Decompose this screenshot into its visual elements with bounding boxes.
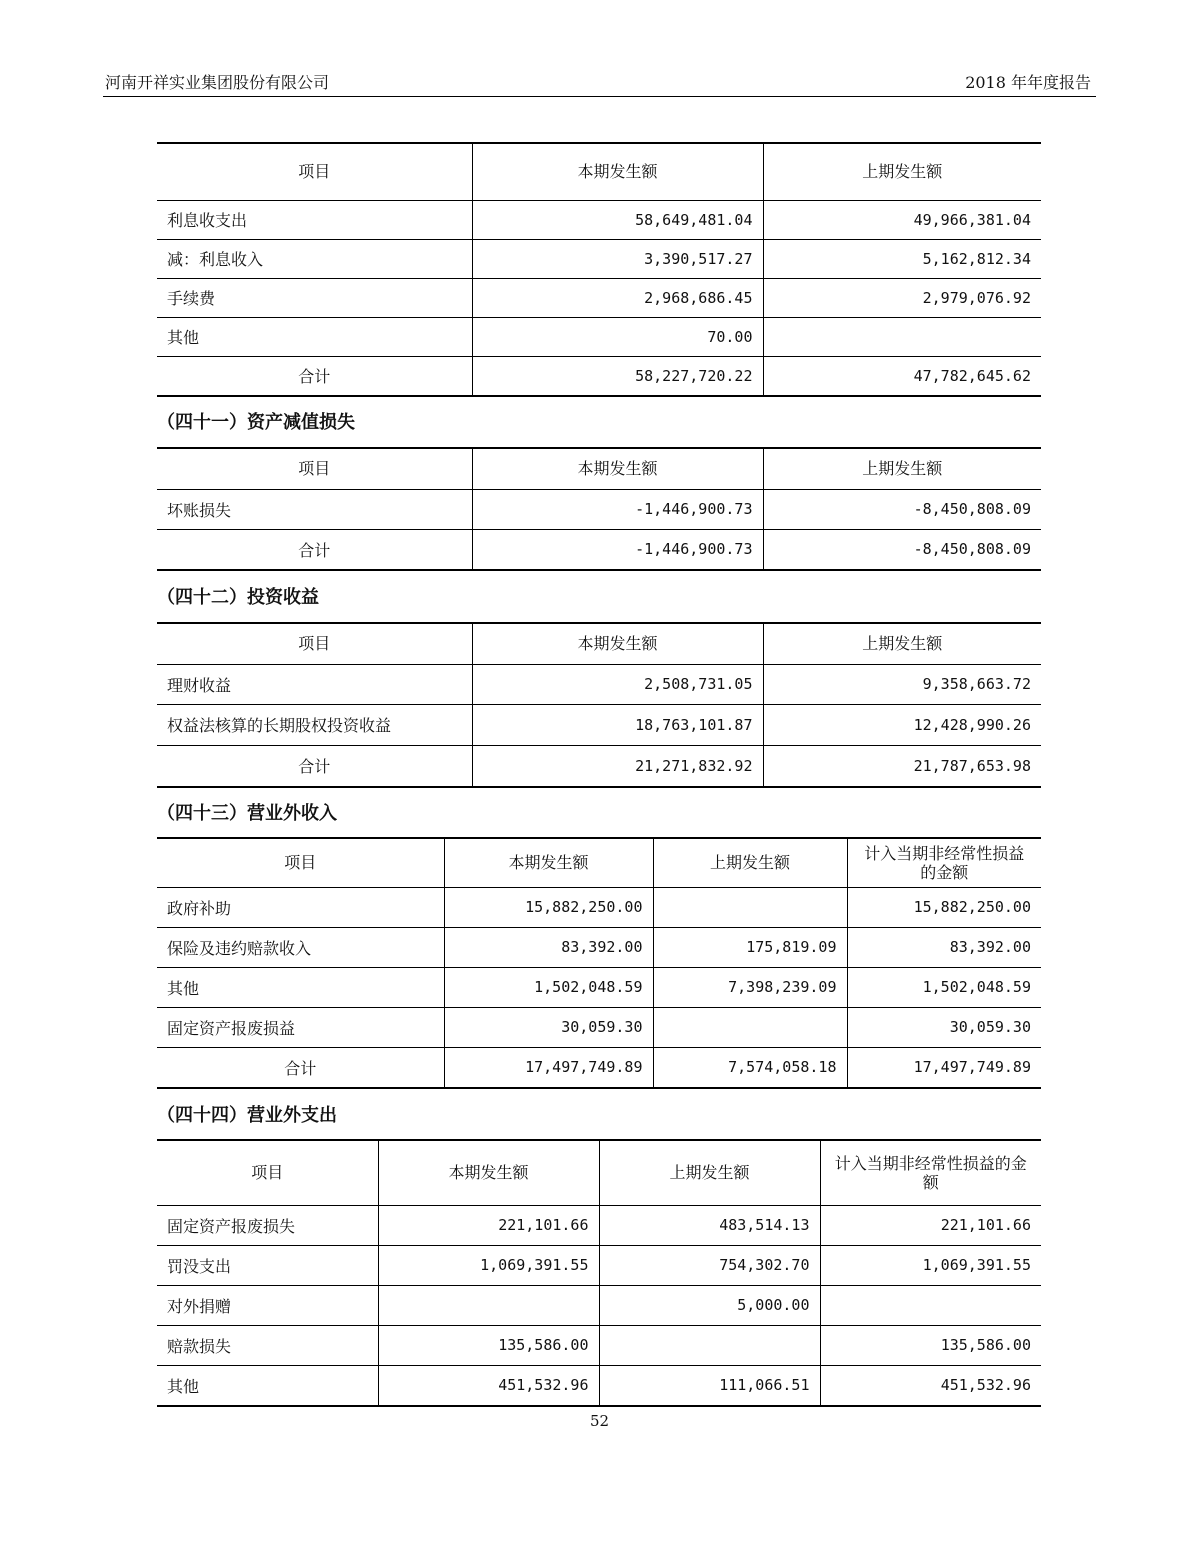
- cell-current: 135,586.00: [378, 1325, 599, 1365]
- column-header: 项目: [157, 448, 472, 489]
- column-header: 上期发生额: [763, 448, 1041, 489]
- cell-prior: -8,450,808.09: [763, 489, 1041, 529]
- cell-nonrecurring: 451,532.96: [820, 1365, 1041, 1406]
- section-title: （四十四）营业外支出: [157, 1105, 337, 1126]
- total-row: [157, 529, 1041, 570]
- total-prior: 47,782,645.62: [763, 356, 1041, 396]
- cell-prior: 5,000.00: [599, 1285, 820, 1325]
- column-header: 计入当期非经常性损益的金额: [820, 1140, 1041, 1205]
- cell-prior: 111,066.51: [599, 1365, 820, 1406]
- header-company: 河南开祥实业集团股份有限公司: [105, 73, 330, 92]
- cell-prior: 754,302.70: [599, 1245, 820, 1285]
- row-label: 对外捐赠: [157, 1285, 378, 1325]
- non-operating-expense-table: [157, 1139, 1041, 1407]
- cell-current: 221,101.66: [378, 1205, 599, 1245]
- table-row: [157, 1245, 1041, 1285]
- column-header: 本期发生额: [472, 448, 763, 489]
- cell-prior: [599, 1325, 820, 1365]
- investment-income-table: [157, 622, 1041, 788]
- section-title: （四十一）资产减值损失: [157, 412, 355, 433]
- cell-current: 1,069,391.55: [378, 1245, 599, 1285]
- cell-current: 30,059.30: [444, 1007, 653, 1047]
- column-header: 项目: [157, 1140, 378, 1205]
- asset-impairment-table: [157, 447, 1041, 571]
- table-row: [157, 489, 1041, 529]
- column-header: 项目: [157, 143, 472, 200]
- row-label: 权益法核算的长期股权投资收益: [157, 704, 472, 745]
- column-header: 本期发生额: [444, 838, 653, 887]
- column-header: 本期发生额: [472, 143, 763, 200]
- cell-prior: 49,966,381.04: [763, 200, 1041, 239]
- cell-prior: 2,979,076.92: [763, 278, 1041, 317]
- row-label: 减：利息收入: [157, 239, 472, 278]
- section-title: （四十三）营业外收入: [157, 803, 337, 824]
- table-row: [157, 278, 1041, 317]
- column-header: 本期发生额: [472, 623, 763, 664]
- cell-prior: 5,162,812.34: [763, 239, 1041, 278]
- cell-nonrecurring: 135,586.00: [820, 1325, 1041, 1365]
- total-row: [157, 356, 1041, 396]
- total-row: [157, 745, 1041, 787]
- cell-current: 451,532.96: [378, 1365, 599, 1406]
- total-label: 合计: [157, 745, 472, 787]
- row-label: 利息收支出: [157, 200, 472, 239]
- column-header: 项目: [157, 838, 444, 887]
- table-row: [157, 1205, 1041, 1245]
- row-label: 手续费: [157, 278, 472, 317]
- total-prior: 7,574,058.18: [653, 1047, 847, 1088]
- row-label: 坏账损失: [157, 489, 472, 529]
- total-current: 58,227,720.22: [472, 356, 763, 396]
- row-label: 固定资产报废损益: [157, 1007, 444, 1047]
- total-prior: 21,787,653.98: [763, 745, 1041, 787]
- total-current: -1,446,900.73: [472, 529, 763, 570]
- cell-prior: 483,514.13: [599, 1205, 820, 1245]
- cell-current: 15,882,250.00: [444, 887, 653, 927]
- cell-nonrecurring: 1,502,048.59: [847, 967, 1041, 1007]
- cell-prior: [763, 317, 1041, 356]
- row-label: 保险及违约赔款收入: [157, 927, 444, 967]
- row-label: 固定资产报废损失: [157, 1205, 378, 1245]
- table-header-row: [157, 838, 1041, 887]
- cell-nonrecurring: 15,882,250.00: [847, 887, 1041, 927]
- cell-current: -1,446,900.73: [472, 489, 763, 529]
- total-label: 合计: [157, 529, 472, 570]
- table-header-row: [157, 448, 1041, 489]
- cell-current: 58,649,481.04: [472, 200, 763, 239]
- cell-nonrecurring: 221,101.66: [820, 1205, 1041, 1245]
- total-nonrecurring: 17,497,749.89: [847, 1047, 1041, 1088]
- interest-expense-table: [157, 142, 1041, 397]
- total-prior: -8,450,808.09: [763, 529, 1041, 570]
- cell-prior: 7,398,239.09: [653, 967, 847, 1007]
- cell-nonrecurring: 83,392.00: [847, 927, 1041, 967]
- total-row: [157, 1047, 1041, 1088]
- row-label: 政府补助: [157, 887, 444, 927]
- cell-current: 2,968,686.45: [472, 278, 763, 317]
- table-row: [157, 200, 1041, 239]
- cell-current: 83,392.00: [444, 927, 653, 967]
- page-number: 52: [589, 1412, 610, 1430]
- cell-prior: 175,819.09: [653, 927, 847, 967]
- non-operating-income-table: [157, 837, 1041, 1089]
- row-label: 赔款损失: [157, 1325, 378, 1365]
- row-label: 其他: [157, 967, 444, 1007]
- cell-nonrecurring: 1,069,391.55: [820, 1245, 1041, 1285]
- cell-prior: [653, 887, 847, 927]
- table-row: [157, 664, 1041, 704]
- total-label: 合计: [157, 1047, 444, 1088]
- table-row: [157, 887, 1041, 927]
- column-header: 计入当期非经常性损益的金额: [847, 838, 1041, 887]
- table-row: [157, 967, 1041, 1007]
- column-header: 上期发生额: [763, 143, 1041, 200]
- table-row: [157, 927, 1041, 967]
- table-header-row: [157, 623, 1041, 664]
- cell-current: [378, 1285, 599, 1325]
- cell-nonrecurring: [820, 1285, 1041, 1325]
- table-row: [157, 1325, 1041, 1365]
- row-label: 罚没支出: [157, 1245, 378, 1285]
- cell-current: 70.00: [472, 317, 763, 356]
- table-header-row: [157, 143, 1041, 200]
- section-title: （四十二）投资收益: [157, 587, 319, 608]
- column-header: 本期发生额: [378, 1140, 599, 1205]
- table-row: [157, 1007, 1041, 1047]
- header-divider: [103, 96, 1096, 97]
- cell-prior: 9,358,663.72: [763, 664, 1041, 704]
- cell-current: 3,390,517.27: [472, 239, 763, 278]
- total-label: 合计: [157, 356, 472, 396]
- cell-nonrecurring: 30,059.30: [847, 1007, 1041, 1047]
- cell-current: 18,763,101.87: [472, 704, 763, 745]
- row-label: 其他: [157, 317, 472, 356]
- cell-current: 1,502,048.59: [444, 967, 653, 1007]
- row-label: 理财收益: [157, 664, 472, 704]
- total-current: 21,271,832.92: [472, 745, 763, 787]
- column-header: 上期发生额: [763, 623, 1041, 664]
- table-row: [157, 239, 1041, 278]
- table-header-row: [157, 1140, 1041, 1205]
- cell-prior: [653, 1007, 847, 1047]
- total-current: 17,497,749.89: [444, 1047, 653, 1088]
- column-header: 项目: [157, 623, 472, 664]
- cell-current: 2,508,731.05: [472, 664, 763, 704]
- cell-prior: 12,428,990.26: [763, 704, 1041, 745]
- table-row: [157, 1365, 1041, 1406]
- column-header: 上期发生额: [599, 1140, 820, 1205]
- header-report-title: 2018 年年度报告: [965, 73, 1091, 92]
- column-header: 上期发生额: [653, 838, 847, 887]
- table-row: [157, 317, 1041, 356]
- table-row: [157, 704, 1041, 745]
- table-row: [157, 1285, 1041, 1325]
- row-label: 其他: [157, 1365, 378, 1406]
